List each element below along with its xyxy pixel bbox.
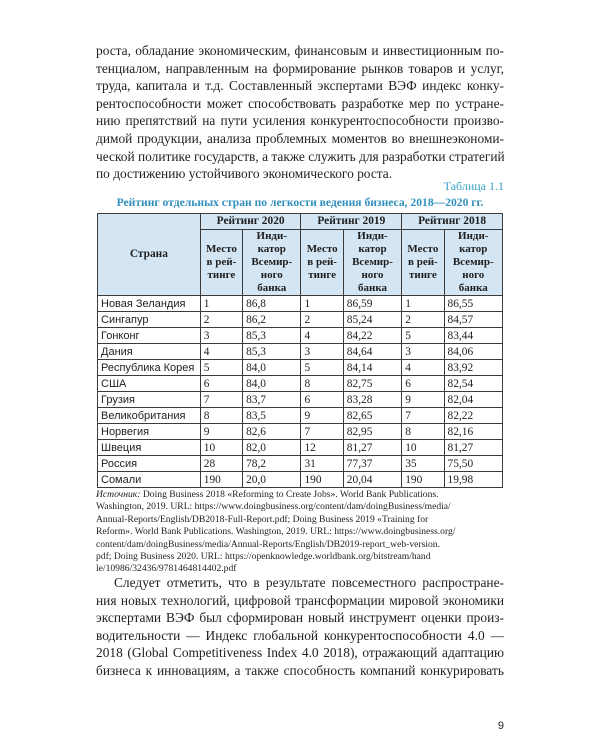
cell-country: США <box>98 376 201 392</box>
cell-rank: 190 <box>402 472 444 488</box>
source-label: Источник: <box>96 489 141 500</box>
table-title: Рейтинг отдельных стран по легкости ведения бизнеса, 2018—2020 гг. <box>116 196 484 209</box>
cell-rank: 3 <box>200 328 242 344</box>
cell-rank: 8 <box>402 424 444 440</box>
header-rank-line: тинге <box>207 269 236 281</box>
header-country: Страна <box>98 214 201 296</box>
header-rank <box>402 230 444 296</box>
cell-indicator: 77,37 <box>343 456 401 472</box>
cell-rank: 5 <box>402 328 444 344</box>
cell-rank: 9 <box>200 424 242 440</box>
cell-indicator: 85,24 <box>343 312 401 328</box>
cell-rank: 8 <box>200 408 242 424</box>
cell-country: Грузия <box>98 392 201 408</box>
source-line: Reform». World Bank Publications. Washington, 2019. URL: https://www.doingbusiness.org/ <box>96 526 456 538</box>
text-line: димой продукции, анализа проблемных моментов во внешнеэкономи- <box>96 130 504 146</box>
cell-rank: 1 <box>301 296 343 312</box>
source-line: pdf; Doing Business 2020. URL: https://openknowledge.worldbank.org/bitstream/hand <box>96 551 431 563</box>
table-row <box>98 312 503 328</box>
cell-indicator: 84,22 <box>343 328 401 344</box>
cell-indicator: 82,75 <box>343 376 401 392</box>
header-rank-line: в рей- <box>307 256 337 268</box>
cell-indicator: 85,3 <box>243 328 301 344</box>
header-indicator <box>343 230 401 296</box>
cell-indicator: 82,54 <box>444 376 502 392</box>
cell-rank: 3 <box>301 344 343 360</box>
header-rank-line: Место <box>306 243 338 255</box>
source-line-first <box>96 489 504 501</box>
header-rank-line: тинге <box>308 269 337 281</box>
paragraph-top <box>96 42 504 183</box>
header-indicator-line: ного <box>260 269 283 281</box>
cell-rank: 4 <box>402 360 444 376</box>
header-indicator-line: банка <box>257 282 287 294</box>
cell-indicator: 83,92 <box>444 360 502 376</box>
ranking-table <box>97 213 503 488</box>
header-indicator-line: банка <box>358 282 388 294</box>
header-indicator-line: Инди- <box>357 230 388 242</box>
cell-indicator: 20,0 <box>243 472 301 488</box>
header-indicator <box>444 230 502 296</box>
text-line: нию препятствий на пути усиления конкурентоспособности произво- <box>96 113 504 129</box>
header-indicator-line: Всемир- <box>452 256 494 268</box>
header-rank-line: в рей- <box>408 256 438 268</box>
table-row <box>98 424 503 440</box>
source-line: Washington, 2019. URL: https://www.doingbusiness.org/content/dam/doingBusiness/media/ <box>96 501 451 513</box>
cell-rank: 2 <box>200 312 242 328</box>
cell-rank: 5 <box>200 360 242 376</box>
table-row <box>98 344 503 360</box>
cell-indicator: 84,64 <box>343 344 401 360</box>
cell-rank: 1 <box>200 296 242 312</box>
source-line: Annual-Reports/English/DB2018-Full-Report.pdf; Doing Business 2019 «Training for <box>96 513 429 525</box>
cell-indicator: 84,14 <box>343 360 401 376</box>
header-indicator-line: катор <box>459 243 488 255</box>
table-row <box>98 440 503 456</box>
paragraph-bottom <box>96 574 504 680</box>
cell-indicator: 81,27 <box>343 440 401 456</box>
cell-indicator: 86,59 <box>343 296 401 312</box>
cell-indicator: 19,98 <box>444 472 502 488</box>
cell-indicator: 86,2 <box>243 312 301 328</box>
cell-indicator: 86,55 <box>444 296 502 312</box>
header-year: Рейтинг 2018 <box>402 214 503 230</box>
table-row <box>98 296 503 312</box>
header-indicator-line: банка <box>458 282 488 294</box>
cell-rank: 190 <box>200 472 242 488</box>
text-line: труда, капитала и т.д. Составленный экспертами ВЭФ индекс конку- <box>96 78 504 94</box>
header-indicator-line: ного <box>361 269 384 281</box>
cell-indicator: 84,0 <box>243 376 301 392</box>
cell-rank: 7 <box>200 392 242 408</box>
header-indicator-line: катор <box>257 243 286 255</box>
table-row <box>98 376 503 392</box>
cell-rank: 8 <box>301 376 343 392</box>
cell-country: Республика Корея <box>98 360 201 376</box>
header-rank <box>200 230 242 296</box>
text-line: бизнеса к инновациям, а также способность компаний конкурировать <box>96 662 504 678</box>
text-line: ния новых технологий, цифровой трансформации мировой экономики <box>96 592 504 608</box>
cell-country: Сингапур <box>98 312 201 328</box>
cell-country: Дания <box>98 344 201 360</box>
cell-rank: 31 <box>301 456 343 472</box>
cell-indicator: 86,8 <box>243 296 301 312</box>
text-line: по достижению устойчивого экономического роста. <box>96 166 393 182</box>
table-row <box>98 328 503 344</box>
cell-rank: 4 <box>301 328 343 344</box>
header-indicator <box>243 230 301 296</box>
page-number: 9 <box>497 720 504 732</box>
cell-indicator: 81,27 <box>444 440 502 456</box>
cell-rank: 3 <box>402 344 444 360</box>
cell-indicator: 83,5 <box>243 408 301 424</box>
text-line: ческой политике государств, а также служить для разработки стратегий <box>96 148 505 164</box>
cell-indicator: 84,06 <box>444 344 502 360</box>
cell-indicator: 83,7 <box>243 392 301 408</box>
cell-indicator: 82,6 <box>243 424 301 440</box>
text-line: рентоспособности может способствовать разработке мер по устране- <box>96 95 504 111</box>
cell-rank: 6 <box>402 376 444 392</box>
table-row <box>98 408 503 424</box>
source-line: content/dam/doingBusiness/media/Annual-Reports/English/DB2019-report_web-version. <box>96 538 440 550</box>
header-rank-line: Место <box>407 243 439 255</box>
source-note <box>96 489 504 576</box>
cell-rank: 2 <box>301 312 343 328</box>
source-text: Doing Business 2018 «Reforming to Create Jobs». World Bank Publications. <box>140 489 439 500</box>
cell-country: Великобритания <box>98 408 201 424</box>
cell-rank: 9 <box>402 392 444 408</box>
cell-rank: 7 <box>402 408 444 424</box>
header-rank-line: в рей- <box>206 256 237 268</box>
text-line: роста, обладание экономическим, финансовым и инвестиционным по- <box>96 43 504 58</box>
header-year: Рейтинг 2019 <box>301 214 402 230</box>
header-indicator-line: катор <box>358 243 387 255</box>
cell-indicator: 75,50 <box>444 456 502 472</box>
cell-rank: 1 <box>402 296 444 312</box>
text-line: водительности — Индекс глобальной конкурентоспособности 4.0 — <box>96 627 504 643</box>
cell-indicator: 83,28 <box>343 392 401 408</box>
table-row <box>98 472 503 488</box>
cell-country: Норвегия <box>98 424 201 440</box>
table-row <box>98 360 503 376</box>
cell-rank: 6 <box>301 392 343 408</box>
cell-indicator: 85,3 <box>243 344 301 360</box>
text-line: 2018 (Global Competitiveness Index 4.0 2018), отражающий адаптацию <box>96 645 504 661</box>
cell-indicator: 84,0 <box>243 360 301 376</box>
cell-indicator: 82,95 <box>343 424 401 440</box>
cell-indicator: 78,2 <box>243 456 301 472</box>
cell-indicator: 84,57 <box>444 312 502 328</box>
text-line: тенциалом, направленным на формирование рынков товаров и услуг, <box>96 60 504 76</box>
cell-rank: 2 <box>402 312 444 328</box>
source-line: le/10986/32436/9781464814402.pdf <box>96 563 237 575</box>
header-rank <box>301 230 343 296</box>
header-indicator-line: Всемир- <box>251 256 293 268</box>
header-indicator-line: Всемир- <box>352 256 393 268</box>
cell-rank: 6 <box>200 376 242 392</box>
cell-indicator: 82,04 <box>444 392 502 408</box>
cell-indicator: 82,0 <box>243 440 301 456</box>
cell-rank: 35 <box>402 456 444 472</box>
header-year: Рейтинг 2020 <box>200 214 301 230</box>
cell-rank: 4 <box>200 344 242 360</box>
text-line: Следует отметить, что в результате повсеместного распростране- <box>114 575 504 590</box>
cell-country: Россия <box>98 456 201 472</box>
header-rank-line: тинге <box>408 269 437 281</box>
cell-indicator: 82,22 <box>444 408 502 424</box>
header-indicator-line: Инди- <box>458 230 489 242</box>
table-number: Таблица 1.1 <box>443 179 504 193</box>
cell-country: Гонконг <box>98 328 201 344</box>
cell-indicator: 83,44 <box>444 328 502 344</box>
header-indicator-line: Инди- <box>256 230 287 242</box>
text-line: экспертами ВЭФ был сформирован новый инструмент оценки произ- <box>96 610 504 626</box>
cell-country: Швеция <box>98 440 201 456</box>
cell-rank: 190 <box>301 472 343 488</box>
cell-rank: 9 <box>301 408 343 424</box>
cell-country: Сомали <box>98 472 201 488</box>
table-row <box>98 392 503 408</box>
cell-rank: 7 <box>301 424 343 440</box>
header-indicator-line: ного <box>462 269 485 281</box>
table-row <box>98 456 503 472</box>
header-rank-line: Место <box>205 243 237 255</box>
cell-rank: 28 <box>200 456 242 472</box>
cell-rank: 10 <box>200 440 242 456</box>
cell-rank: 10 <box>402 440 444 456</box>
cell-indicator: 82,16 <box>444 424 502 440</box>
table-body <box>98 296 503 488</box>
cell-indicator: 82,65 <box>343 408 401 424</box>
cell-country: Новая Зеландия <box>98 296 201 312</box>
cell-indicator: 20,04 <box>343 472 401 488</box>
cell-rank: 12 <box>301 440 343 456</box>
cell-rank: 5 <box>301 360 343 376</box>
